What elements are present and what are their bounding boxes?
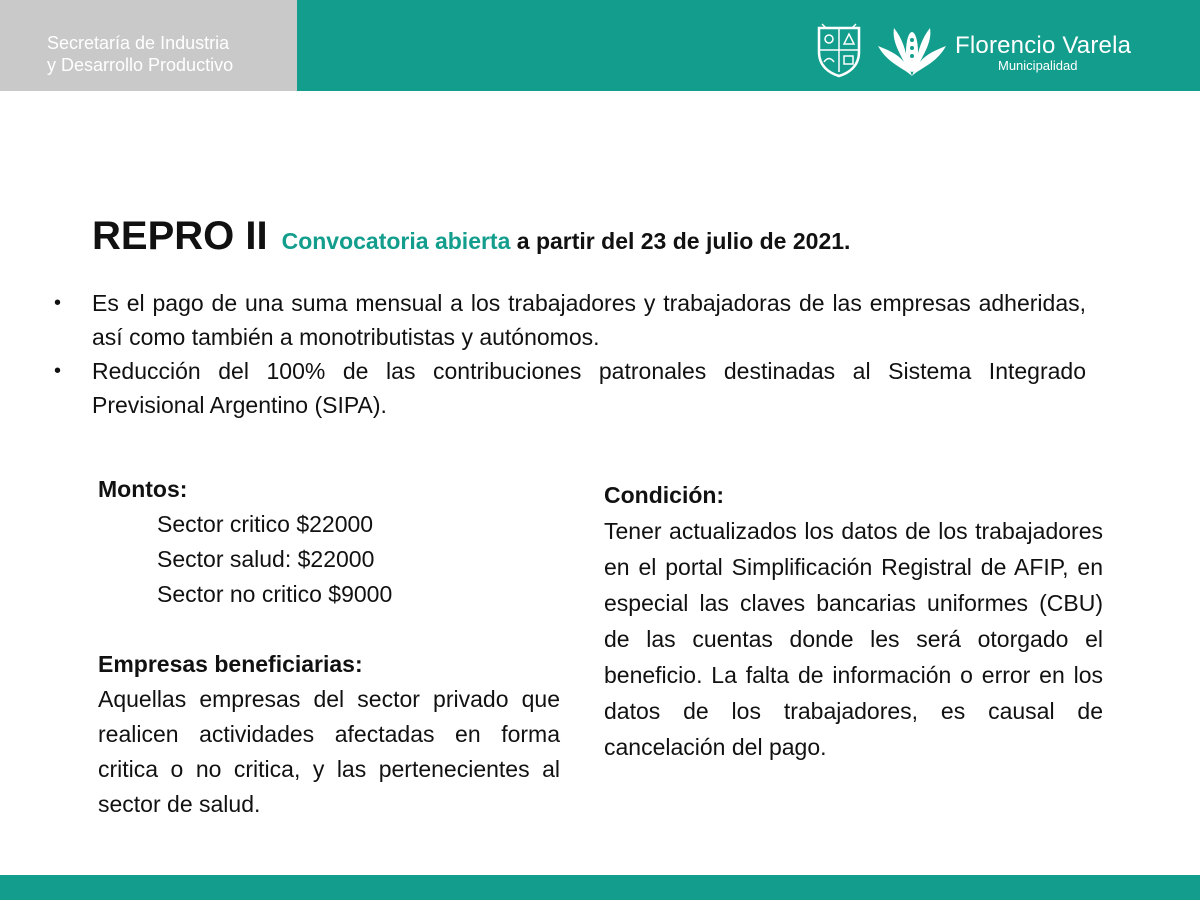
condicion-heading: Condición:: [604, 482, 725, 508]
footer-bar: [0, 875, 1200, 900]
brand-name: Florencio Varela: [955, 32, 1132, 59]
list-item-text: Es el pago de una suma mensual a los trabajadores y trabajadoras de las empresas adheridas, así como también a monotributistas y autónomos.: [92, 290, 1086, 350]
page-title: [92, 214, 850, 259]
department-panel: [0, 0, 297, 91]
spacer: [98, 612, 560, 647]
department-line-2: y Desarrollo Productivo: [47, 55, 234, 75]
municipal-shield-icon: [816, 22, 862, 78]
montos-heading: Montos:: [98, 476, 188, 502]
condicion-text: Tener actualizados los datos de los trabajadores en el portal Simplificación Registral de AFIP, en especial las claves bancarias uniformes (CBU) de las cuentas donde les será otorgado el beneficio. La falta de información o error en los datos de los trabajadores, es causal de cancelación del pago.: [604, 518, 1103, 760]
call-open-date: a partir del 23 de julio de 2021.: [510, 228, 851, 254]
brand-subtitle: Municipalidad: [998, 58, 1078, 73]
department-line-1: Secretaría de Industria: [47, 33, 230, 53]
department-name: [47, 32, 233, 76]
bullet-icon: •: [54, 292, 62, 314]
florencio-varela-logo-icon: [874, 24, 950, 78]
list-item-text: Reducción del 100% de las contribuciones patronales destinadas al Sistema Integrado Previsional Argentino (SIPA).: [92, 358, 1086, 418]
empresas-heading: Empresas beneficiarias:: [98, 651, 363, 677]
monto-salud: Sector salud: $22000: [157, 546, 375, 572]
montos-section: [98, 472, 560, 822]
empresas-text: Aquellas empresas del sector privado que realicen actividades afectadas en forma critica o no critica, y las pertenecientes al sector de salud.: [98, 686, 560, 817]
condicion-section: [604, 477, 1103, 765]
program-name: REPRO II: [92, 214, 268, 258]
call-open-highlight: Convocatoria abierta: [281, 228, 511, 254]
list-item: [54, 354, 1086, 422]
monto-critico: Sector critico $22000: [157, 511, 374, 537]
list-item: [54, 286, 1086, 354]
monto-no-critico: Sector no critico $9000: [157, 581, 393, 607]
bullet-icon: •: [54, 360, 62, 382]
benefit-list: [54, 286, 1086, 422]
header-bar: [0, 0, 1200, 91]
